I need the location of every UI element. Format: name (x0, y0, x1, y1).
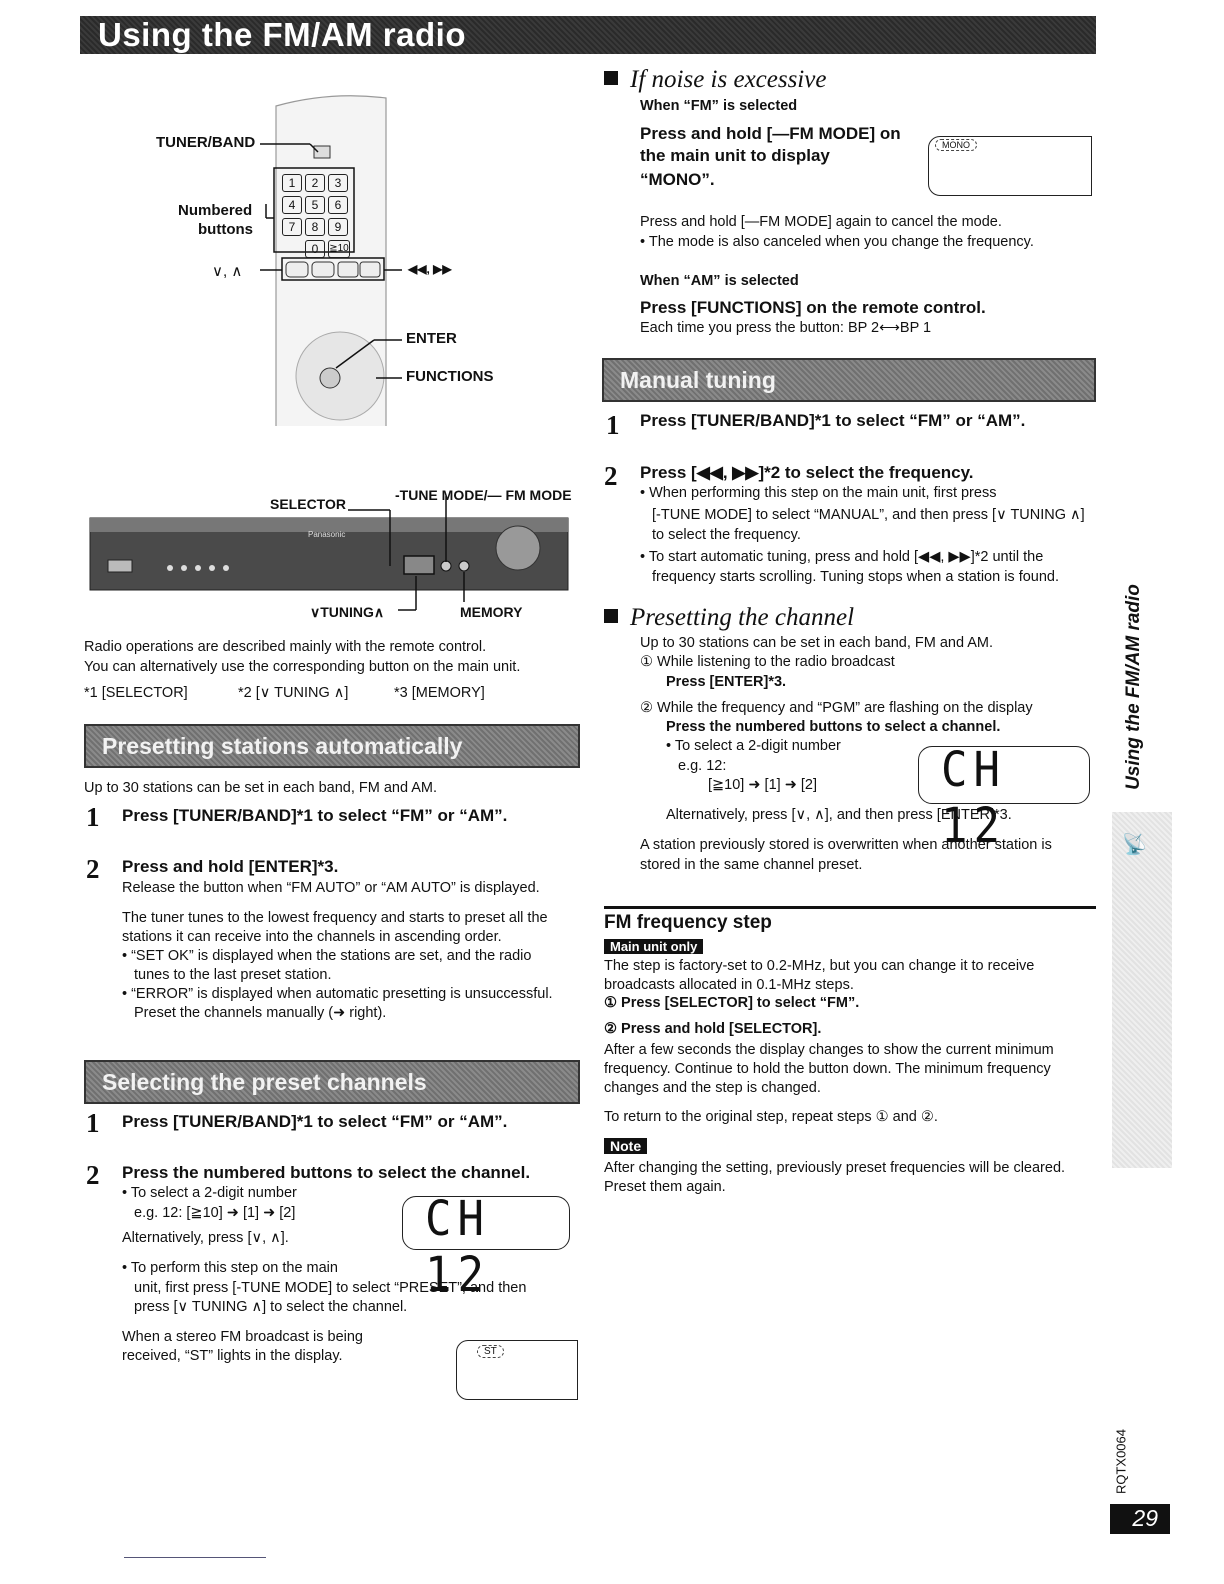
manual-step-2: Press [◀◀, ▶▶]*2 to select the frequency. (640, 463, 974, 482)
intro-line-1: Radio operations are described mainly with the remote control. (84, 639, 487, 655)
auto-para-2: stations it can receive into the channels in ascending order. (122, 929, 502, 945)
main-unit-illustration (86, 480, 576, 625)
page-title: Using the FM/AM radio (98, 16, 466, 53)
auto-bullet-1b: tunes to the last preset station. (134, 967, 332, 983)
note-tag-wrap (604, 1138, 647, 1156)
manual-step-1-number: 1 (606, 410, 620, 440)
preset-example-2: [≧10] ➜ [1] ➜ [2] (708, 777, 817, 793)
label-buttons: buttons (198, 221, 253, 238)
select-bullet-2b: unit, first press [-TUNE MODE] to select “PRESET”, and then (134, 1280, 527, 1296)
noise-fm-3: “MONO”. (640, 170, 715, 189)
stereo-lcd-display (456, 1340, 578, 1400)
preset-lcd-display (918, 741, 1090, 855)
key-3[interactable]: 3 (328, 174, 348, 192)
key-0[interactable]: 0 (305, 240, 325, 258)
label-up-down: ∨, ∧ (212, 263, 243, 280)
select-lcd-text: CH 12 (425, 1190, 490, 1304)
heading-square-icon (604, 71, 618, 85)
key-6[interactable]: 6 (328, 196, 348, 214)
noise-fm-1: Press and hold [—FM MODE] on (640, 124, 901, 143)
fmstep-para-2: broadcasts allocated in 0.1-MHz steps. (604, 977, 854, 993)
preset-circle-1: ① While listening to the radio broadcast (640, 654, 895, 670)
fmstep-return: To return to the original step, repeat steps ① and ②. (604, 1109, 938, 1125)
auto-intro: Up to 30 stations can be set in each band, FM and AM. (84, 780, 438, 796)
note-badge: Note (604, 1138, 647, 1154)
fmstep-detail-1: After a few seconds the display changes to show the current minimum (604, 1042, 1054, 1058)
select-step-1: Press [TUNER/BAND]*1 to select “FM” or “AM”. (122, 1112, 508, 1131)
label-tuner-band: TUNER/BAND (156, 134, 256, 151)
preset-alt: Alternatively, press [∨, ∧], and then press [ENTER]*3. (666, 807, 1012, 823)
manual-step-2-number: 2 (604, 461, 618, 491)
footnote-2: *2 [∨ TUNING ∧] (238, 685, 349, 701)
mono-lcd-text: MONO (935, 139, 977, 151)
page-banner (80, 16, 1096, 54)
select-bullet-2c: press [∨ TUNING ∧] to select the channel. (134, 1299, 408, 1315)
noise-heading (604, 66, 826, 94)
key-7[interactable]: 7 (282, 218, 302, 236)
fmstep-detail-3: changes and the step is changed. (604, 1080, 821, 1096)
label-selector: SELECTOR (270, 496, 346, 512)
label-enter: ENTER (406, 330, 457, 347)
key-1[interactable]: 1 (282, 174, 302, 192)
fmstep-circle-2: ② Press and hold [SELECTOR]. (604, 1021, 822, 1037)
manual-step-1: Press [TUNER/BAND]*1 to select “FM” or “AM”. (640, 411, 1026, 430)
auto-step-2-number: 2 (86, 854, 100, 884)
select-step-2-number: 2 (86, 1160, 100, 1190)
stereo-line-1: When a stereo FM broadcast is being (122, 1329, 363, 1345)
fmstep-divider (604, 906, 1096, 909)
preset-lcd-text: CH 12 (941, 741, 1006, 855)
key-9[interactable]: 9 (328, 218, 348, 236)
label-numbered: Numbered (178, 202, 253, 219)
select-step-2: Press the numbered buttons to select the channel. (122, 1163, 531, 1182)
key-5[interactable]: 5 (305, 196, 325, 214)
auto-para-1: The tuner tunes to the lowest frequency and starts to preset all the (122, 910, 548, 926)
note-line-2: Preset them again. (604, 1179, 726, 1195)
auto-step-1: Press [TUNER/BAND]*1 to select “FM” or “AM”. (122, 806, 508, 825)
label-memory: MEMORY (460, 604, 523, 620)
section-bar-manual (602, 358, 1096, 402)
select-step-1-number: 1 (86, 1108, 100, 1138)
document-code: RQTX0064 (1113, 1428, 1129, 1495)
preset-title: Presetting the channel (630, 604, 855, 631)
label-functions: FUNCTIONS (406, 368, 494, 385)
manual-bullet-1b: [-TUNE MODE] to select “MANUAL”, and then press [∨ TUNING ∧] (652, 507, 1085, 523)
auto-step-2: Press and hold [ENTER]*3. (122, 857, 339, 876)
label-tuning: ∨TUNING∧ (310, 604, 385, 620)
manual-bullet-2b: frequency starts scrolling. Tuning stops when a station is found. (652, 569, 1060, 585)
preset-circle-1b: Press [ENTER]*3. (666, 674, 787, 690)
noise-title: If noise is excessive (630, 66, 827, 93)
label-brand: Panasonic (308, 530, 346, 539)
manual-bullet-2a: • To start automatic tuning, press and hold [◀◀, ▶▶]*2 until the (640, 549, 1044, 565)
auto-bullet-2a: • “ERROR” is displayed when automatic presetting is unsuccessful. (122, 986, 553, 1002)
fmstep-circle-1: ① Press [SELECTOR] to select “FM”. (604, 995, 860, 1011)
preset-heading (604, 604, 854, 632)
footnote-3: *3 [MEMORY] (394, 685, 485, 701)
label-tune-mode: -TUNE MODE/— FM MODE (395, 487, 572, 503)
noise-fm-note: • The mode is also canceled when you change the frequency. (640, 234, 1034, 250)
label-skip: ◀◀, ▶▶ (408, 262, 452, 276)
noise-am-selected: When “AM” is selected (640, 273, 799, 289)
auto-bullet-2b: Preset the channels manually (➜ right). (134, 1005, 387, 1021)
main-unit-only-badge: Main unit only (604, 939, 703, 954)
noise-am-2: Each time you press the button: BP 2⟷BP 1 (640, 320, 932, 336)
auto-bullet-1a: • “SET OK” is displayed when the stations are set, and the radio (122, 948, 532, 964)
fmstep-title: FM frequency step (604, 912, 772, 933)
section-bar-select (84, 1060, 580, 1104)
footer-rule (124, 1557, 266, 1558)
manual-bullet-1a: • When performing this step on the main unit, first press (640, 485, 997, 501)
preset-intro: Up to 30 stations can be set in each band, FM and AM. (640, 635, 994, 651)
note-line-1: After changing the setting, previously preset frequencies will be cleared. (604, 1160, 1066, 1176)
stereo-line-2: received, “ST” lights in the display. (122, 1348, 343, 1364)
auto-step-2-sub: Release the button when “FM AUTO” or “AM AUTO” is displayed. (122, 880, 540, 896)
section-title-select: Selecting the preset channels (102, 1069, 427, 1095)
key-8[interactable]: 8 (305, 218, 325, 236)
section-title-auto: Presetting stations automatically (102, 733, 463, 759)
footnote-1: *1 [SELECTOR] (84, 685, 188, 701)
key-10plus[interactable]: ≧10 (328, 240, 350, 258)
preset-circle-2b: Press the numbered buttons to select a channel. (666, 719, 1001, 735)
select-example: e.g. 12: [≧10] ➜ [1] ➜ [2] (134, 1205, 296, 1221)
preset-overwrite-2: stored in the same channel preset. (640, 857, 863, 873)
fmstep-para-1: The step is factory-set to 0.2-MHz, but you can change it to receive (604, 958, 1035, 974)
side-tab-strip (1112, 812, 1172, 1168)
side-tab-label: Using the FM/AM radio (1123, 584, 1144, 790)
preset-example-1: e.g. 12: (678, 758, 727, 774)
remote-illustration (150, 86, 510, 431)
key-2[interactable]: 2 (305, 174, 325, 192)
auto-step-1-number: 1 (86, 802, 100, 832)
fmstep-tag-wrap (604, 938, 703, 956)
section-title-manual: Manual tuning (620, 367, 776, 393)
noise-am-1: Press [FUNCTIONS] on the remote control. (640, 298, 986, 317)
preset-overwrite-1: A station previously stored is overwritten when another station is (640, 837, 1052, 853)
page-number: 29 (1132, 1505, 1158, 1531)
noise-fm-cancel: Press and hold [—FM MODE] again to cancel the mode. (640, 214, 1002, 230)
section-bar-auto (84, 724, 580, 768)
radio-tower-icon: 📡 (1122, 834, 1147, 856)
stereo-lcd-text: ST (477, 1345, 504, 1358)
mono-lcd-display (928, 136, 1092, 196)
intro-line-2: You can alternatively use the corresponding button on the main unit. (84, 659, 521, 675)
noise-fm-2: the main unit to display (640, 146, 830, 165)
fmstep-detail-2: frequency. Continue to hold the button down. The minimum frequency (604, 1061, 1051, 1077)
noise-fm-selected: When “FM” is selected (640, 98, 798, 114)
heading-square-icon (604, 609, 618, 623)
page-number-box (1110, 1504, 1170, 1534)
select-bullet-2a: • To perform this step on the main (122, 1260, 338, 1276)
select-bullet-1: • To select a 2-digit number (122, 1185, 297, 1201)
manual-bullet-1c: to select the frequency. (652, 527, 801, 543)
preset-bullet-1: • To select a 2-digit number (666, 738, 841, 754)
select-alt: Alternatively, press [∨, ∧]. (122, 1230, 289, 1246)
select-lcd-display (402, 1190, 570, 1304)
preset-circle-2: ② While the frequency and “PGM” are flashing on the display (640, 700, 1033, 716)
key-4[interactable]: 4 (282, 196, 302, 214)
